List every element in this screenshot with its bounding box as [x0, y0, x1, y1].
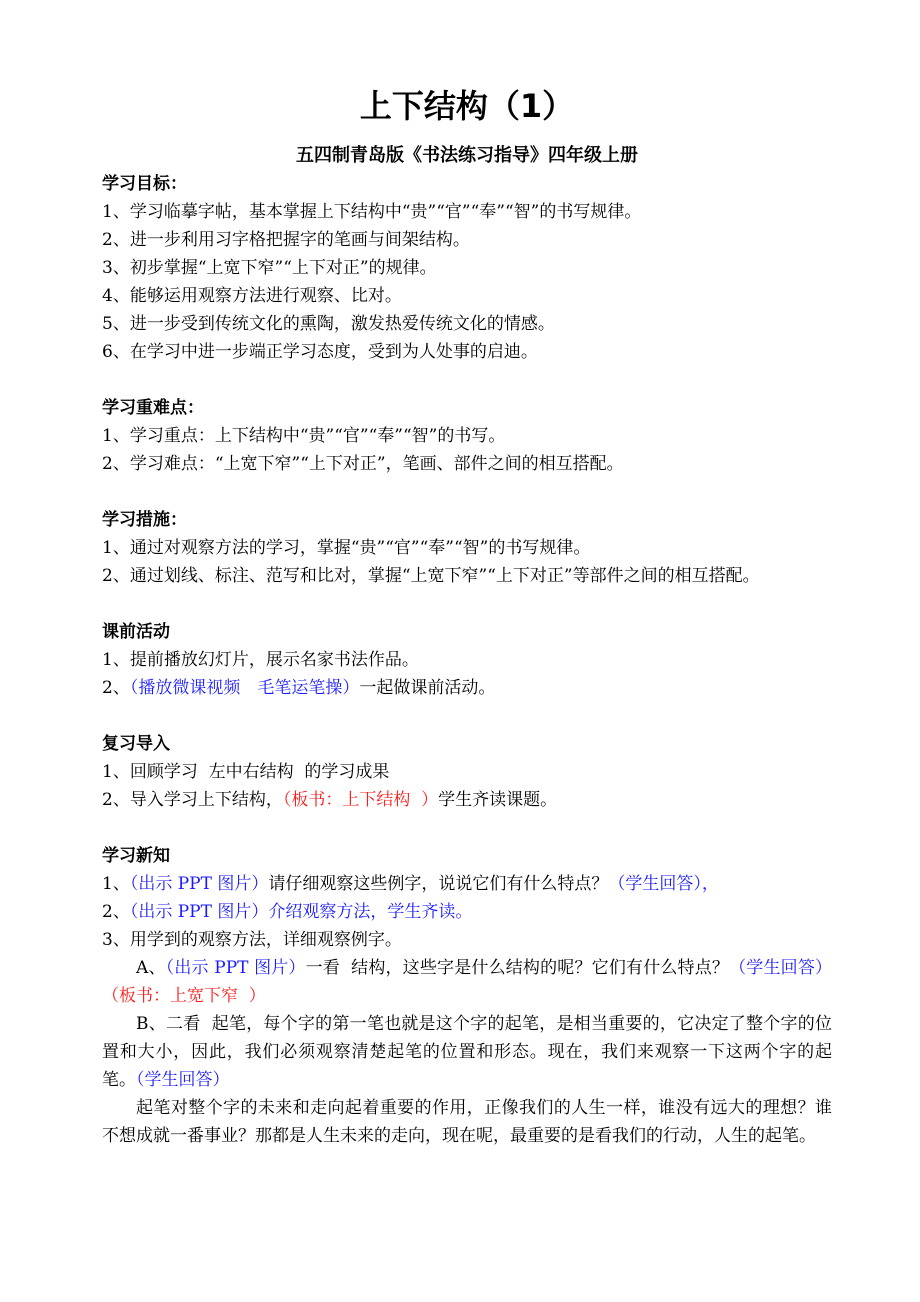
- ppt-note: （出示 PPT 图片）: [165, 958, 306, 978]
- new-knowledge-section: [102, 842, 832, 1150]
- ppt-note: （出示 PPT 图片）: [129, 874, 269, 894]
- objectives-section: [102, 170, 832, 366]
- document-page: [102, 82, 832, 1178]
- keypoint-item: 1、学习重点：上下结构中“贵”“官”“奉”“智”的书写。: [102, 426, 506, 446]
- measures-section: [102, 506, 832, 590]
- objective-item: 2、进一步利用习字格把握字的笔画与间架结构。: [102, 230, 470, 250]
- board-note: （板书：上下结构 ）: [282, 790, 439, 810]
- answer-note: （学生回答）: [729, 958, 832, 978]
- keypoint-item: 2、学习难点：“上宽下窄”“上下对正”，笔画、部件之间的相互搭配。: [102, 454, 624, 474]
- objective-item: 5、进一步受到传统文化的熏陶，激发热爱传统文化的情感。: [102, 314, 555, 334]
- new-knowledge-heading: 学习新知: [102, 846, 170, 866]
- keypoints-heading: 学习重难点：: [102, 398, 204, 418]
- new-knowledge-item: [102, 870, 832, 898]
- item-text: 请仔细观察这些例字，说说它们有什么特点？: [268, 874, 609, 894]
- pre-activity-item: 1、提前播放幻灯片，展示名家书法作品。: [102, 650, 419, 670]
- review-item: [102, 786, 832, 814]
- ppt-note: （出示 PPT 图片）介绍观察方法，学生齐读。: [129, 902, 473, 922]
- measure-item: 1、通过对观察方法的学习，掌握“贵”“官”“奉”“智”的书写规律。: [102, 538, 591, 558]
- item-prefix: A、: [136, 958, 166, 978]
- pre-activity-section: [102, 618, 832, 702]
- item-prefix: 1、: [102, 874, 130, 894]
- objectives-heading: 学习目标：: [102, 174, 187, 194]
- keypoints-section: [102, 394, 832, 478]
- item-prefix: 2、: [102, 678, 130, 698]
- review-heading: 复习导入: [102, 734, 170, 754]
- objective-item: 3、初步掌握“上宽下窄”“上下对正”的规律。: [102, 258, 437, 278]
- step-a: [102, 954, 832, 1010]
- page-title: 上下结构（1）: [359, 87, 575, 125]
- step-c: 起笔对整个字的未来和走向起着重要的作用，正像我们的人生一样，谁没有远大的理想？谁不想成就一番事业？那都是人生未来的走向，现在呢，最重要的是看我们的行动，人生的起笔。: [102, 1098, 832, 1146]
- answer-note: （学生回答），: [608, 874, 719, 894]
- step-b: [102, 1010, 832, 1094]
- item-text: 一起做课前活动。: [359, 678, 496, 698]
- pre-activity-item: [102, 674, 832, 702]
- review-item: 1、回顾学习 左中右结构 的学习成果: [102, 762, 390, 782]
- pre-activity-heading: 课前活动: [102, 622, 170, 642]
- item-text: 一看 结构，这些字是什么结构的呢？它们有什么特点？: [305, 958, 730, 978]
- objective-item: 6、在学习中进一步端正学习态度，受到为人处事的启迪。: [102, 342, 538, 362]
- page-subtitle: 五四制青岛版《书法练习指导》四年级上册: [296, 145, 638, 166]
- item-prefix: 2、: [102, 902, 130, 922]
- item-text: B、二看 起笔，每个字的第一笔也就是这个字的起笔，是相当重要的，它决定了整个字的位置和大小，因此，我们必须观察清楚起笔的位置和形态。现在，我们来观察一下这两个字的起笔。: [102, 1014, 832, 1090]
- new-knowledge-item: 3、用学到的观察方法，详细观察例字。: [102, 930, 402, 950]
- new-knowledge-item: [102, 898, 832, 926]
- review-section: [102, 730, 832, 814]
- board-note: （板书：上宽下窄 ）: [102, 986, 266, 1006]
- answer-note: （学生回答）: [136, 1070, 230, 1090]
- item-text: 学生齐读课题。: [438, 790, 558, 810]
- video-note: （播放微课视频 毛笔运笔操）: [129, 678, 360, 698]
- measures-heading: 学习措施：: [102, 510, 187, 530]
- objective-item: 1、学习临摹字帖，基本掌握上下结构中“贵”“官”“奉”“智”的书写规律。: [102, 202, 642, 222]
- objective-item: 4、能够运用观察方法进行观察、比对。: [102, 286, 402, 306]
- measure-item: 2、通过划线、标注、范写和比对，掌握“上宽下窄”“上下对正”等部件之间的相互搭配。: [102, 566, 760, 586]
- item-text: 2、导入学习上下结构，: [102, 790, 283, 810]
